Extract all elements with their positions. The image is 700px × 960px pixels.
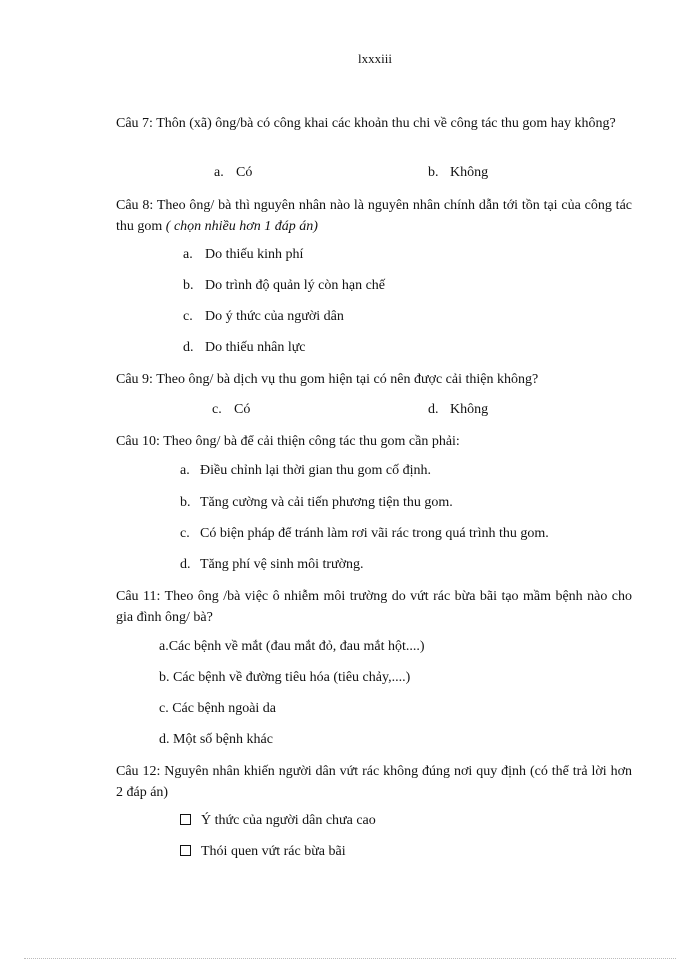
question-10: Câu 10: Theo ông/ bà để cải thiện công tác thu gom cần phải:	[116, 434, 460, 449]
option-letter: d.	[183, 340, 194, 355]
question-8-text: Câu 8: Theo ông/ bà thì nguyên nhân nào là nguyên nhân chính dẫn tới tồn tại của công tác thu gom	[116, 198, 632, 234]
option-letter: a.	[180, 463, 190, 478]
option-text: Do ý thức của người dân	[205, 309, 344, 324]
q9-option-d	[428, 400, 488, 420]
option-text: Có biện pháp để tránh làm rơi vãi rác trong quá trình thu gom.	[200, 526, 549, 541]
option-letter: c.	[212, 402, 222, 417]
question-9: Câu 9: Theo ông/ bà dịch vụ thu gom hiện tại có nên được cải thiện không?	[116, 372, 539, 387]
q12-option-1	[180, 811, 376, 831]
page-number: lxxxiii	[358, 51, 392, 66]
option-letter: d.	[428, 402, 439, 417]
option-text: Do trình độ quản lý còn hạn chế	[205, 278, 386, 293]
option-letter: b.	[428, 165, 439, 180]
q7-option-b	[428, 163, 488, 183]
option-text: Tăng phí vệ sinh môi trường.	[200, 557, 364, 572]
question-8-note: ( chọn nhiều hơn 1 đáp án)	[165, 219, 318, 234]
q10-option-b	[180, 493, 453, 513]
question-8	[116, 195, 632, 237]
option-text: Có	[236, 165, 253, 180]
q8-option-a	[183, 245, 303, 265]
option-text: Thói quen vứt rác bừa bãi	[201, 844, 346, 859]
q12-option-2	[180, 842, 346, 862]
q8-option-d	[183, 338, 306, 358]
q11-option-a: a.Các bệnh về mắt (đau mắt đỏ, đau mắt hột....)	[159, 639, 425, 654]
option-text: Không	[450, 402, 489, 417]
question-7: Câu 7: Thôn (xã) ông/bà có công khai các khoản thu chi về công tác thu gom hay không?	[116, 116, 616, 131]
option-text: Tăng cường và cải tiến phương tiện thu gom.	[200, 495, 453, 510]
q11-option-c: c. Các bệnh ngoài da	[159, 701, 277, 716]
q10-option-c	[180, 524, 549, 544]
q11-option-d: d. Một số bệnh khác	[159, 732, 273, 747]
option-text: Do thiếu nhân lực	[205, 340, 306, 355]
option-letter: c.	[180, 526, 190, 541]
option-letter: b.	[180, 495, 191, 510]
q9-option-c	[212, 400, 250, 420]
checkbox-icon[interactable]	[180, 845, 191, 856]
option-text: Không	[450, 165, 489, 180]
q11-option-b: b. Các bệnh về đường tiêu hóa (tiêu chảy,....)	[159, 670, 411, 685]
option-letter: a.	[214, 165, 224, 180]
option-letter: c.	[183, 309, 193, 324]
q7-option-a	[214, 163, 252, 183]
q8-option-b	[183, 276, 385, 296]
q10-option-a	[180, 461, 431, 481]
option-letter: a.	[183, 247, 193, 262]
page-bottom-divider	[24, 958, 676, 959]
option-text: Ý thức của người dân chưa cao	[201, 813, 376, 828]
option-text: Do thiếu kinh phí	[205, 247, 304, 262]
option-letter: d.	[180, 557, 191, 572]
option-letter: b.	[183, 278, 194, 293]
question-11: Câu 11: Theo ông /bà việc ô nhiễm môi trường do vứt rác bừa bãi tạo mầm bệnh nào cho gia đình ông/ bà?	[116, 589, 632, 625]
q8-option-c	[183, 307, 344, 327]
question-12: Câu 12: Nguyên nhân khiến người dân vứt rác không đúng nơi quy định (có thể trả lời hơn 2 đáp án)	[116, 764, 632, 800]
checkbox-icon[interactable]	[180, 814, 191, 825]
option-text: Có	[234, 402, 251, 417]
option-text: Điều chỉnh lại thời gian thu gom cố định.	[200, 463, 431, 478]
q10-option-d	[180, 555, 364, 575]
